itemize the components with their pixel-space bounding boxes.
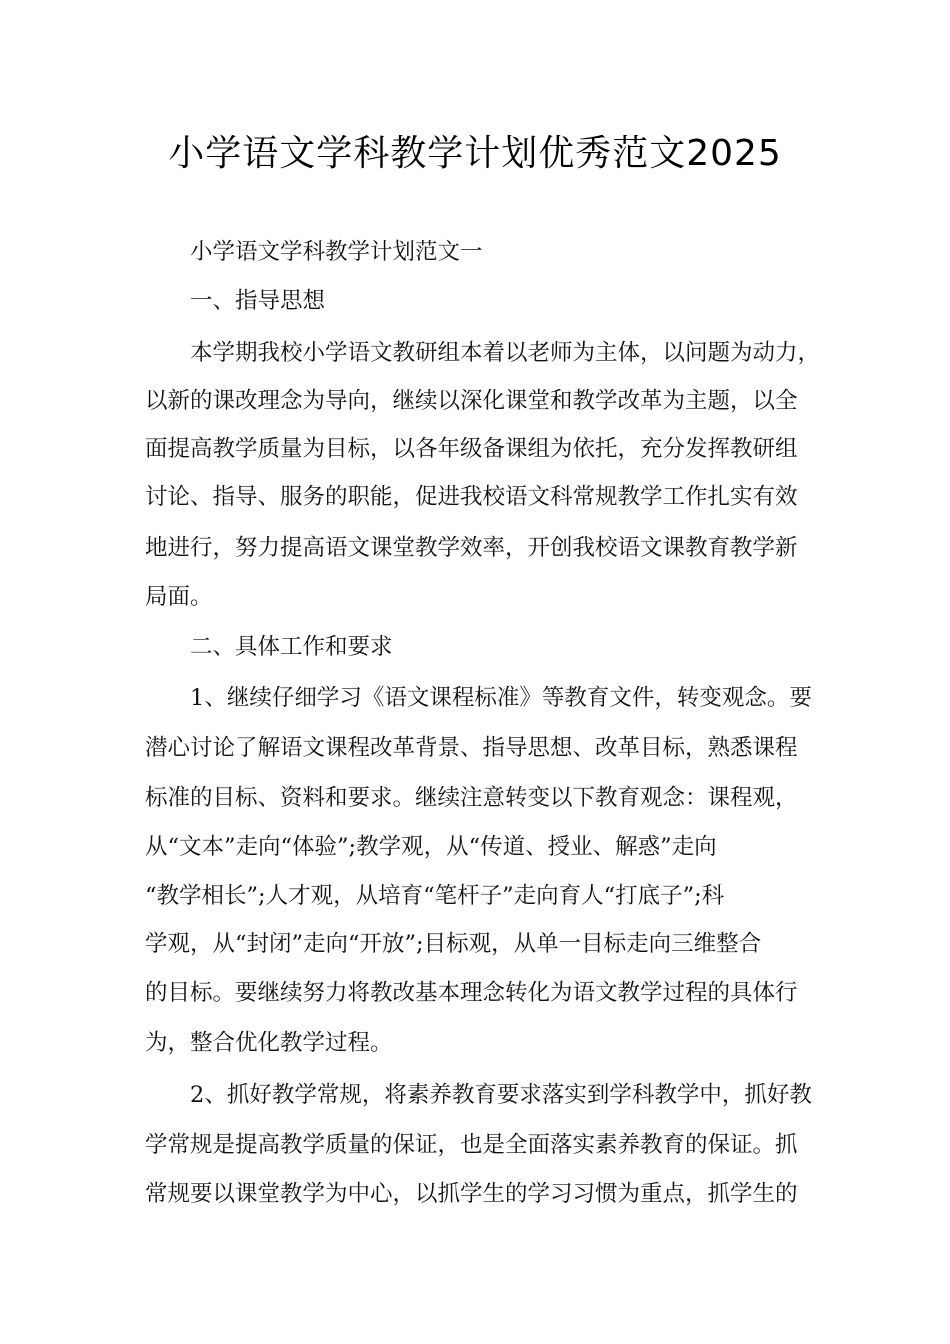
paragraph-line: 学常规是提高教学质量的保证，也是全面落实素养教育的保证。抓 [145,1132,798,1158]
paragraph-line: 标准的目标、资料和要求。继续注意转变以下教育观念：课程观， [145,785,798,811]
paragraph-line: 1、继续仔细学习《语文课程标准》等教育文件，转变观念。要 [190,685,812,711]
paragraph-line: 学观，从“封闭”走向“开放”;目标观，从单一目标走向三维整合 [145,931,762,957]
section-heading: 小学语文学科教学计划范文一 [190,239,483,265]
paragraph-line: 从“文本”走向“体验”;教学观，从“传道、授业、解惑”走向 [145,834,717,860]
paragraph-line: “教学相长”;人才观，从培育“笔杆子”走向育人“打底子”;科 [145,883,725,909]
paragraph-line: 常规要以课堂教学为中心，以抓学生的学习习惯为重点，抓学生的 [145,1181,798,1207]
paragraph-line: 以新的课改理念为导向，继续以深化课堂和教学改革为主题，以全 [145,388,798,414]
section-heading: 一、指导思想 [190,288,326,314]
paragraph-line: 局面。 [145,584,213,610]
paragraph-line: 面提高教学质量为目标，以各年级备课组为依托，充分发挥教研组 [145,436,798,462]
paragraph-line: 2、抓好教学常规，将素养教育要求落实到学科教学中，抓好教 [190,1082,812,1108]
section-heading: 二、具体工作和要求 [190,634,393,660]
paragraph-line: 地进行，努力提高语文课堂教学效率，开创我校语文课教育教学新 [145,535,798,561]
paragraph-line: 本学期我校小学语文教研组本着以老师为主体，以问题为动力， [190,340,821,366]
document-title: 小学语文学科教学计划优秀范文2025 [168,133,782,174]
paragraph-line: 为，整合优化教学过程。 [145,1030,393,1056]
paragraph-line: 潜心讨论了解语文课程改革背景、指导思想、改革目标，熟悉课程 [145,735,798,761]
paragraph-line: 讨论、指导、服务的职能，促进我校语文科常规教学工作扎实有效 [145,484,798,510]
paragraph-line: 的目标。要继续努力将教改基本理念转化为语文教学过程的具体行 [145,980,798,1006]
